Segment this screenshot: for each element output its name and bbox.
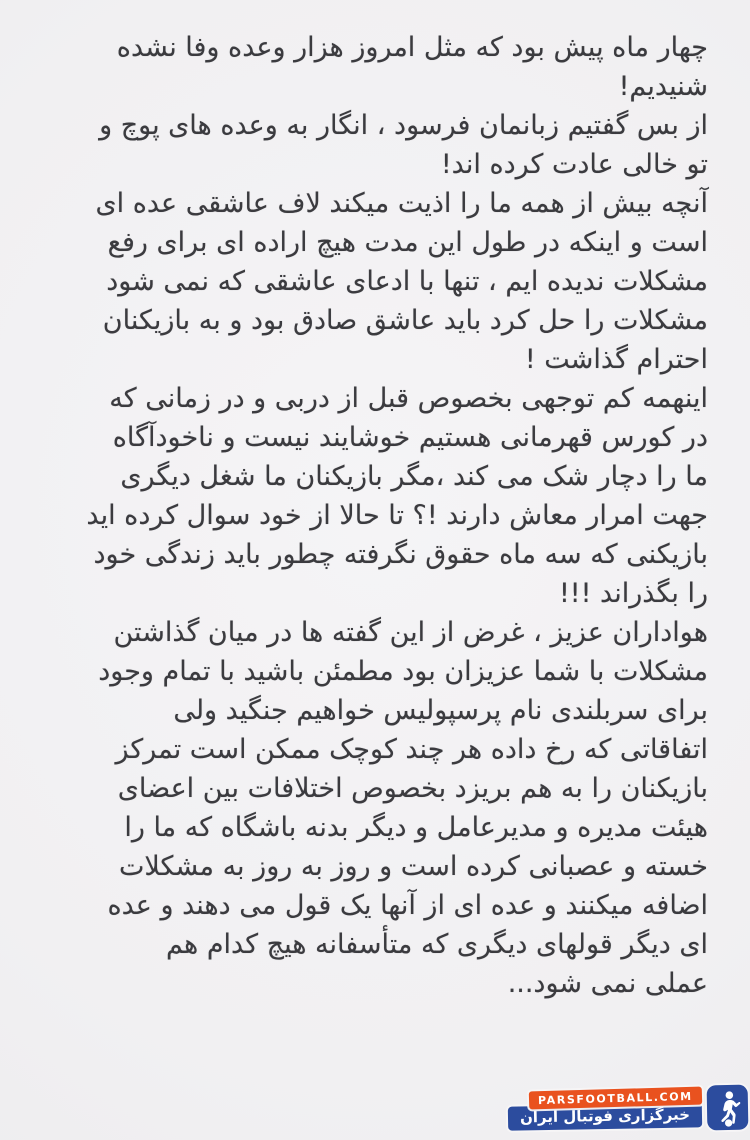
- watermark-banners: [508, 1089, 702, 1129]
- letter-line: جهت امرار معاش دارند !؟ تا حالا از خود سوال کرده اید: [86, 500, 708, 531]
- letter-line: عملی نمی شود...: [507, 968, 708, 999]
- letter-line: ای دیگر قولهای دیگری که متأسفانه هیچ کدام هم: [166, 929, 708, 960]
- letter-line: تو خالی عادت کرده اند!: [440, 149, 708, 180]
- letter-line: آنچه بیش از همه ما را اذیت میکند لاف عاشقی عده ای: [95, 188, 708, 219]
- watermark-agency-label: خبرگزاری فوتبال ایران: [508, 1103, 702, 1130]
- letter-line: هیئت مدیره و مدیرعامل و دیگر بدنه باشگاه که ما را: [124, 812, 708, 843]
- letter-line: مشکلات ندیده ایم ، تنها با ادعای عاشقی که نمی شود: [106, 266, 708, 297]
- letter-line: شنیدیم!: [618, 71, 708, 102]
- letter-line: از بس گفتیم زبانمان فرسود ، انگار به وعده های پوچ و: [99, 110, 708, 141]
- letter-line: ما را دچار شک می کند ،مگر بازیکنان ما شغل دیگری: [120, 461, 708, 492]
- parsfootball-watermark: [508, 1085, 748, 1130]
- letter-line: خسته و عصبانی کرده است و روز به روز به مشکلات: [119, 851, 708, 882]
- letter-line: بازیکنی که سه ماه حقوق نگرفته چطور باید زندگی خود: [93, 539, 708, 570]
- letter-line: چهار ماه پیش بود که مثل امروز هزار وعده وفا نشده: [116, 32, 708, 63]
- footballer-logo-icon: [707, 1085, 749, 1131]
- letter-line: را بگذراند !!!: [558, 578, 708, 609]
- letter-line: مشکلات را حل کرد باید عاشق صادق بود و به بازیکنان: [102, 305, 708, 336]
- watermark-domain-label: PARSFOOTBALL.COM: [529, 1087, 702, 1110]
- letter-line: بازیکنان را به هم بریزد بخصوص اختلافات بین اعضای: [117, 773, 708, 804]
- letter-line: اتفاقاتی که رخ داده هر چند کوچک ممکن است تمرکز: [115, 734, 708, 765]
- letter-line: است و اینکه در طول این مدت هیچ اراده ای برای رفع: [107, 227, 708, 258]
- letter-line: اضافه میکنند و عده ای از آنها یک قول می دهند و عده: [107, 890, 708, 921]
- letter-line: هواداران عزیز ، غرض از این گفته ها در میان گذاشتن: [113, 617, 708, 648]
- letter-line: در کورس قهرمانی هستیم خوشایند نیست و ناخودآگاه: [112, 422, 708, 453]
- letter-line: برای سربلندی نام پرسپولیس خواهیم جنگید ولی: [173, 695, 708, 726]
- letter-line: احترام گذاشت !: [524, 344, 708, 375]
- letter-line: اینهمه کم توجهی بخصوص قبل از دربی و در زمانی که: [109, 383, 708, 414]
- letter-line: مشکلات با شما عزیزان بود مطمئن باشید با تمام وجود: [98, 656, 708, 687]
